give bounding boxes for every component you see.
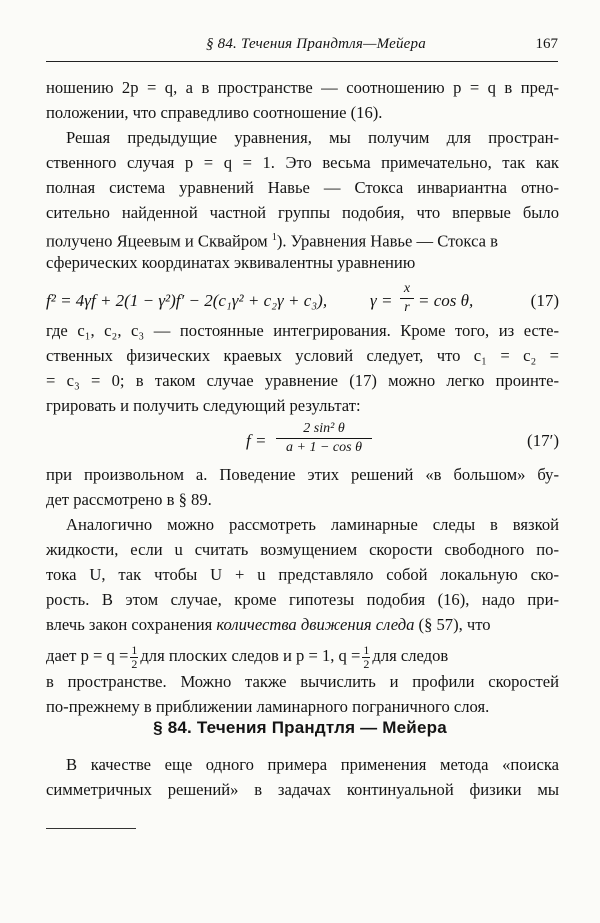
text-line	[46, 641, 559, 671]
frac-denominator: 2	[131, 656, 138, 671]
italic-term: количества движения следа	[216, 615, 415, 634]
text-line	[46, 612, 559, 638]
footnote-rule	[46, 828, 136, 829]
eq17-cos: = cos θ,	[418, 291, 474, 310]
text-line: Аналогично можно рассмотреть ламинарные следы в вязкой	[66, 515, 559, 534]
frac-numerator: 2 sin² θ	[276, 420, 372, 439]
text-line: при произвольном a. Поведение этих решений «в большом» бу-	[46, 465, 559, 484]
fraction-one-half	[130, 644, 138, 671]
fraction-one-half	[362, 644, 370, 671]
running-header	[46, 36, 558, 64]
text-line: полная система уравнений Навье — Стокса инвариантна отно-	[46, 178, 559, 197]
text-line: сферических координатах эквивалентны уравнению	[46, 253, 416, 272]
equation-number: (17)	[530, 291, 559, 310]
text-run: для плоских следов и p = 1, q =	[140, 646, 361, 665]
eq17-left: f² = 4γf + 2(1 − γ²)f′ − 2(c₁γ² + c₂γ + c₃),	[46, 291, 328, 310]
text-line: Решая предыдущие уравнения, мы получим для простран-	[66, 128, 559, 147]
frac-numerator: x	[400, 280, 414, 299]
equation-number: (17′)	[526, 431, 559, 450]
text-line: дет рассмотрено в § 89.	[46, 490, 212, 509]
text-line: в пространстве. Можно также вычислить и профили скоростей	[46, 672, 559, 691]
eq17p-fraction	[276, 420, 372, 457]
frac-denominator: 2	[363, 656, 370, 671]
text-line: сительно найденной частной группы подобия, что впервые было	[46, 203, 559, 222]
text-run: ). Уравнения Навье — Стокса в	[276, 231, 498, 251]
text-line: ношению 2p = q, а в пространстве — соотношению p = q в пред-	[46, 78, 559, 97]
eq17-x-over-r	[400, 280, 414, 317]
text-line: рость. В этом случае, кроме гипотезы подобия (16), надо при-	[46, 590, 559, 609]
frac-denominator: r	[404, 300, 410, 315]
frac-numerator: 1	[131, 642, 138, 657]
text-run: дает p = q =	[46, 646, 129, 665]
text-line: тока U, так чтобы U + u представляло собой локальную ско-	[46, 565, 559, 584]
text-line: положении, что справедливо соотношение (16).	[46, 103, 383, 122]
text-line: жидкости, если u считать возмущением скорости свободного по-	[46, 540, 559, 559]
text-line: грировать и получить следующий результат:	[46, 396, 361, 415]
eq17p-lhs: f =	[246, 431, 267, 450]
text-line: симметричных решений» в задачах континуальной физики мы	[46, 780, 559, 799]
text-line	[46, 225, 559, 251]
text-line: ственного случая p = q = 1. Это весьма примечательно, так как	[46, 153, 559, 172]
frac-denominator: a + 1 − cos θ	[286, 440, 362, 455]
text-line: В качестве еще одного примера применения метода «поиска	[66, 755, 559, 774]
page-number: 167	[535, 36, 558, 52]
text-line: ственных физических краевых условий следует, что c₁ = c₂ =	[46, 346, 559, 365]
eq17-gamma: γ =	[370, 291, 393, 310]
text-run: (§ 57), что	[414, 615, 491, 634]
header-rule	[46, 61, 558, 62]
text-line: = c₃ = 0; в таком случае уравнение (17) можно легко проинте-	[46, 371, 559, 390]
text-run: получено Яцеевым и Сквайром	[46, 231, 272, 251]
text-line: где c₁, c₂, c₃ — постоянные интегрирования. Кроме того, из есте-	[46, 321, 559, 340]
frac-numerator: 1	[363, 642, 370, 657]
text-run: влечь закон сохранения	[46, 615, 217, 634]
text-run: для следов	[372, 646, 449, 665]
footnote-ref: 1	[271, 232, 277, 243]
section-heading: § 84. Течения Прандтля — Мейера	[153, 718, 447, 737]
header-title: § 84. Течения Прандтля—Мейера	[206, 36, 426, 52]
text-line: по-прежнему в приближении ламинарного пограничного слоя.	[46, 697, 490, 716]
